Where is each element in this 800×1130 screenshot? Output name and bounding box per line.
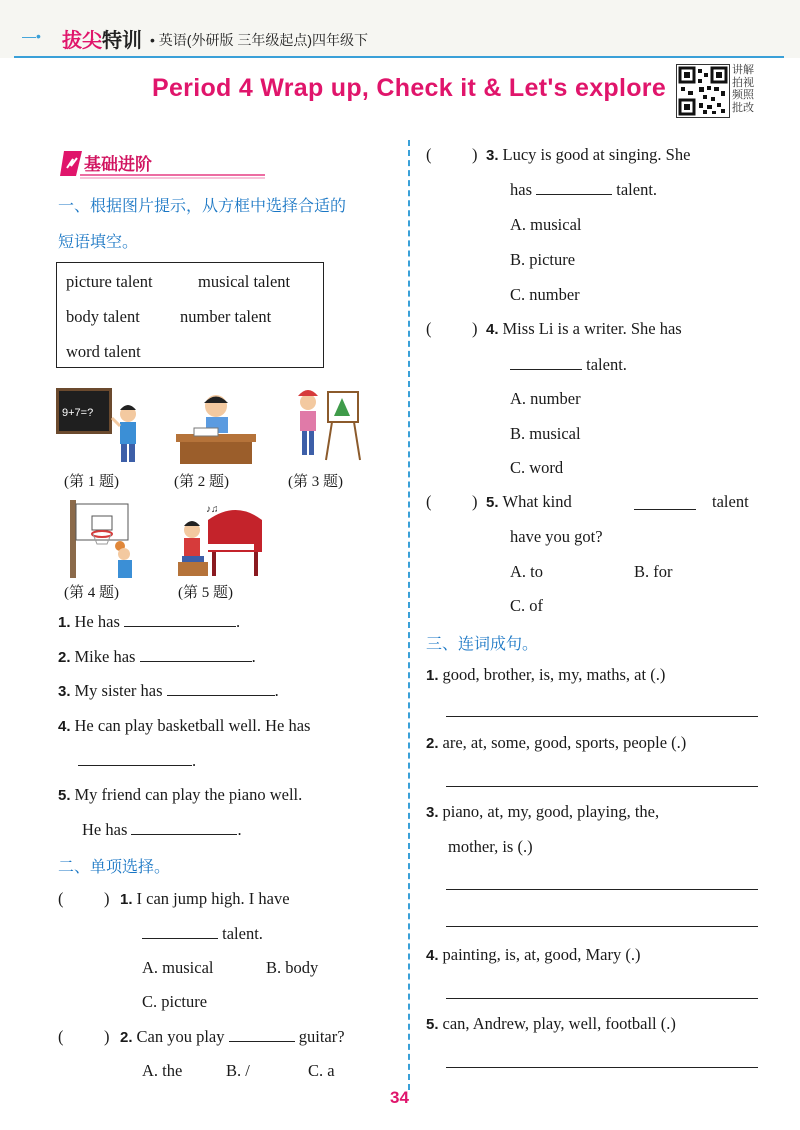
part2-question-3: 3. Lucy is good at singing. She xyxy=(486,145,691,164)
answer-line[interactable] xyxy=(446,716,758,717)
option[interactable]: B. for xyxy=(634,562,673,581)
picture-basketball xyxy=(66,500,146,580)
answer-paren-open[interactable]: ( xyxy=(58,1027,64,1046)
column-divider xyxy=(408,140,410,1090)
qr-label: 讲解拍视频照批改 xyxy=(732,64,754,114)
part2-question-5: 5. What kind xyxy=(486,492,572,511)
answer-blank[interactable] xyxy=(140,647,252,662)
answer-paren-close: ) xyxy=(104,1027,110,1046)
brand-logo: 拔尖特训 xyxy=(62,30,142,52)
word-bank-item: musical talent xyxy=(198,272,291,291)
part3-item-4: 4. painting, is, at, good, Mary (.) xyxy=(426,945,641,964)
part1-question-5-line2: He has . xyxy=(82,820,242,839)
picture-piano xyxy=(176,500,266,580)
page-number: 34 xyxy=(390,1088,409,1107)
part2-heading: 二、单项选择。 xyxy=(58,859,171,876)
answer-blank[interactable] xyxy=(78,751,192,766)
header-rule xyxy=(14,56,784,58)
option[interactable]: C. word xyxy=(510,458,564,477)
page-title: Period 4 Wrap up, Check it & Let's explore xyxy=(152,74,667,102)
answer-blank[interactable] xyxy=(167,681,275,696)
option[interactable]: C. number xyxy=(510,285,580,304)
answer-line[interactable] xyxy=(446,786,758,787)
word-bank-item: word talent xyxy=(66,342,141,361)
qr-code-icon[interactable] xyxy=(676,64,730,118)
answer-blank[interactable] xyxy=(510,355,582,370)
part2-question-5-line2: have you got? xyxy=(510,527,603,546)
answer-paren-open[interactable]: ( xyxy=(426,145,432,164)
part2-question-1-line2: talent. xyxy=(142,924,263,944)
part3-item-5: 5. can, Andrew, play, well, football (.) xyxy=(426,1014,676,1033)
part1-question-3: 3. My sister has . xyxy=(58,681,279,700)
answer-blank[interactable] xyxy=(229,1027,295,1042)
picture-boy-writing xyxy=(172,388,262,466)
picture-label: (第 1 题) xyxy=(64,474,119,490)
part1-question-4-line2: . xyxy=(78,751,196,771)
part3-item-2: 2. are, at, some, good, sports, people (.) xyxy=(426,733,687,752)
word-bank-item: body talent xyxy=(66,307,140,326)
music-note-icon: ♪♫ xyxy=(206,504,219,515)
answer-paren-close: ) xyxy=(472,319,478,338)
option[interactable]: A. number xyxy=(510,389,581,408)
section-label: 基础进阶 xyxy=(84,155,152,174)
part2-question-4-line2: talent. xyxy=(510,355,627,375)
option[interactable]: A. to xyxy=(510,562,543,581)
word-bank-item: picture talent xyxy=(66,272,153,291)
option[interactable]: C. of xyxy=(510,596,543,615)
answer-blank[interactable] xyxy=(634,495,696,510)
part2-question-2: 2. Can you play guitar? xyxy=(120,1027,345,1046)
option[interactable]: B. picture xyxy=(510,250,576,269)
part2-question-5-end: talent xyxy=(712,492,749,511)
answer-paren-open[interactable]: ( xyxy=(426,319,432,338)
part1-heading-line1: 一、根据图片提示，从方框中选择合适的 xyxy=(58,198,347,215)
part1-heading-line2: 短语填空。 xyxy=(58,234,139,251)
option[interactable]: C. a xyxy=(308,1061,335,1080)
part2-question-4: 4. Miss Li is a writer. She has xyxy=(486,319,682,338)
answer-paren-close: ) xyxy=(472,492,478,511)
answer-paren-open[interactable]: ( xyxy=(58,889,64,908)
option[interactable]: A. musical xyxy=(510,215,582,234)
answer-line[interactable] xyxy=(446,889,758,890)
answer-line[interactable] xyxy=(446,926,758,927)
part3-item-3: 3. piano, at, my, good, playing, the, xyxy=(426,802,660,821)
picture-label: (第 4 题) xyxy=(64,585,119,601)
option[interactable]: A. the xyxy=(142,1061,183,1080)
part3-heading: 三、连词成句。 xyxy=(426,636,539,653)
option[interactable]: B. / xyxy=(226,1061,250,1080)
answer-blank[interactable] xyxy=(142,924,218,939)
header-dash: —• xyxy=(22,28,41,44)
picture-label: (第 3 题) xyxy=(288,474,343,490)
answer-paren-close: ) xyxy=(104,889,110,908)
picture-label: (第 5 题) xyxy=(178,585,233,601)
word-bank-item: number talent xyxy=(180,307,272,326)
answer-line[interactable] xyxy=(446,1067,758,1068)
part1-question-1: 1. He has . xyxy=(58,612,241,631)
part2-question-1: 1. I can jump high. I have xyxy=(120,889,290,908)
answer-blank[interactable] xyxy=(131,820,237,835)
part3-item-3-line2: mother, is (.) xyxy=(448,837,533,856)
option[interactable]: A. musical xyxy=(142,958,214,977)
answer-blank[interactable] xyxy=(536,180,612,195)
part3-item-1: 1. good, brother, is, my, maths, at (.) xyxy=(426,665,666,684)
picture-label: (第 2 题) xyxy=(174,474,229,490)
option[interactable]: B. musical xyxy=(510,424,581,443)
header-subtitle: • 英语(外研版 三年级起点)四年级下 xyxy=(150,32,369,48)
option[interactable]: C. picture xyxy=(142,992,208,1011)
part2-question-3-line2: has talent. xyxy=(510,180,658,199)
option[interactable]: B. body xyxy=(266,958,319,977)
answer-paren-open[interactable]: ( xyxy=(426,492,432,511)
blackboard-text: 9+7=? xyxy=(62,407,94,419)
part1-question-2: 2. Mike has . xyxy=(58,647,256,666)
answer-blank[interactable] xyxy=(124,612,236,627)
picture-girl-painting xyxy=(290,384,370,466)
answer-line[interactable] xyxy=(446,998,758,999)
part1-question-4: 4. He can play basketball well. He has xyxy=(58,716,311,735)
part1-question-5: 5. My friend can play the piano well. xyxy=(58,785,303,804)
picture-blackboard xyxy=(54,384,150,466)
answer-paren-close: ) xyxy=(472,145,478,164)
